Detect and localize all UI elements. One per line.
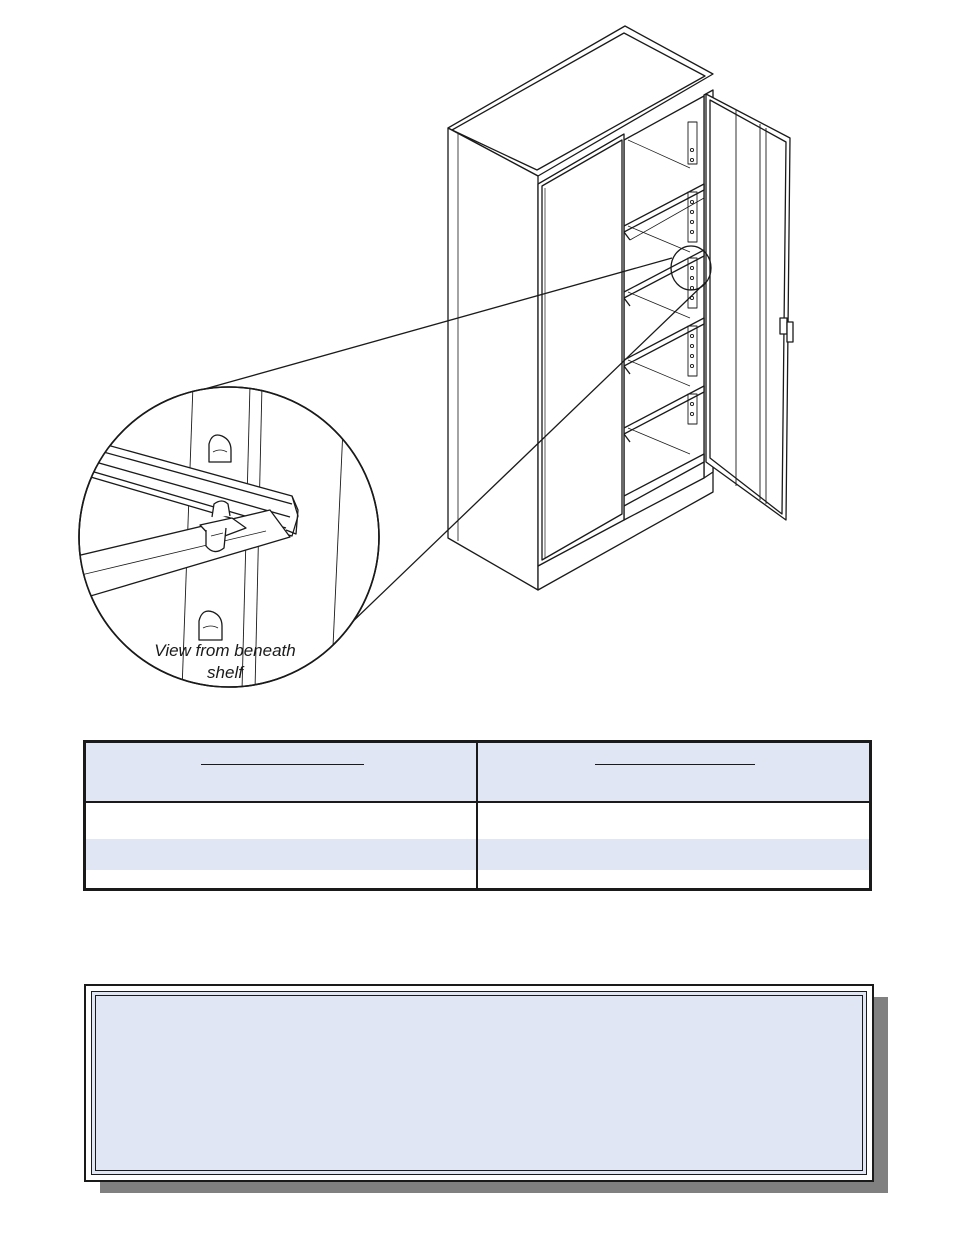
notice-box-inner	[91, 991, 867, 1175]
detail-caption	[130, 640, 320, 684]
detail-caption-line-1: View from beneath	[154, 641, 296, 660]
header-right-underline	[595, 764, 755, 765]
header-cell-right	[478, 743, 869, 801]
table-column-divider	[476, 743, 478, 888]
detail-caption-line-2: shelf	[207, 663, 243, 682]
header-left-underline	[201, 764, 364, 765]
cabinet-left-door	[538, 134, 624, 566]
spec-table	[83, 740, 872, 891]
cabinet-drawing	[448, 26, 793, 590]
notice-box-inner-border	[95, 995, 863, 1171]
cabinet-right-door	[706, 94, 793, 520]
notice-box	[84, 984, 874, 1182]
header-cell-left	[86, 743, 476, 801]
